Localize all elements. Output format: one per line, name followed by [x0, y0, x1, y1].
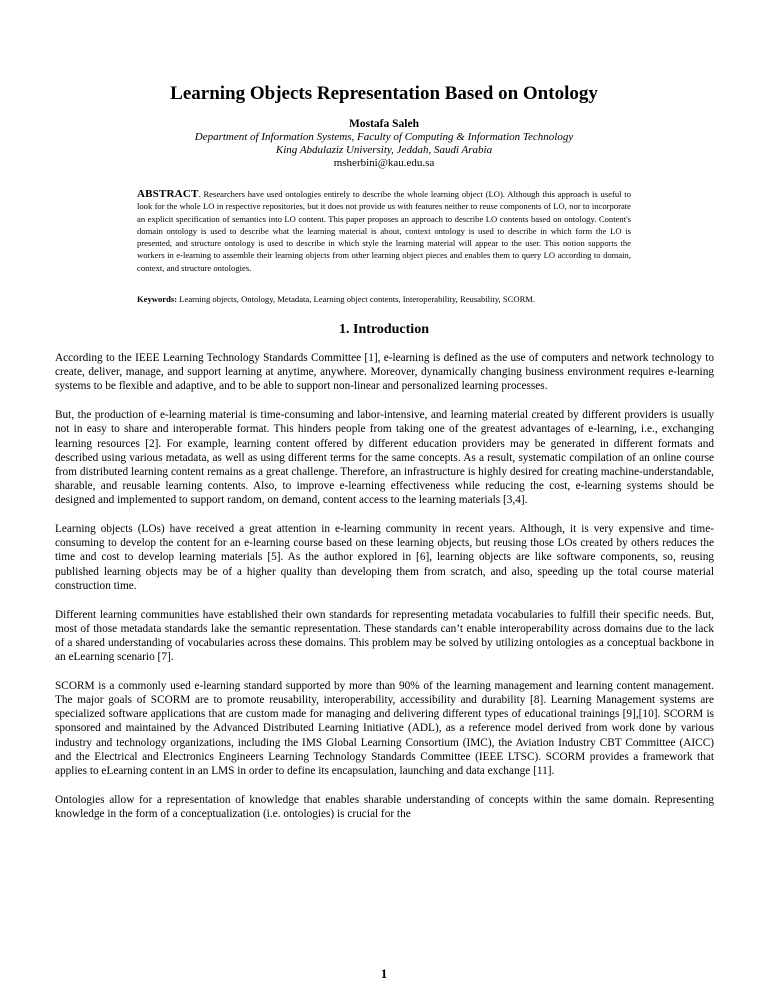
keywords: [137, 293, 631, 305]
section-title: 1. Introduction: [339, 322, 429, 337]
author-email: msherbini@kau.edu.sa: [333, 157, 435, 169]
introduction-body: [55, 351, 714, 836]
abstract-text: . Researchers have used ontologies entirely to describe the whole learning object (LO). Although this approach is useful to look for the whole LO in respective repositories, but it does not provide us with features neither to reuse components of LO, nor to incorporate an explicit specification of semantics into LO content. This paper proposes an approach to describe LO contents based on ontology. Content's domain ontology is used to describe what the learning material is about, context ontology is used to describe in which form the LO is presented, and structure ontology is used to describe in which style the learning material will appear to the user. This notion supports the workers in e-learning to assemble their learning objects from other learning object pieces and enables them to query LO according to domain, context, and structure ontologies.: [137, 189, 631, 273]
paper-title: Learning Objects Representation Based on Ontology: [170, 83, 598, 104]
paragraph: According to the IEEE Learning Technology Standards Committee [1], e-learning is defined as the use of computers and network technology to create, deliver, manage, and support learning at anytime, anywhere. Moreover, dynamically changing business environment requires e-learning systems to be flexible and adaptive, and to be able to support non-linear and personalized learning processes.: [55, 352, 714, 393]
author-affiliation: [0, 131, 768, 157]
paragraph: Learning objects (LOs) have received a great attention in e-learning community in recent years. Although, it is very expensive and time-consuming to develop the content for an e-learning course based on these learning objects, but reusing those LOs created by others reduces the time and cost to develop learning materials [5]. As the author explored in [6], learning objects are like software components, so, reusing published learning objects may be of a higher quality than developing them from scratch, and also, speeding up the total course material construction time.: [55, 523, 714, 592]
keywords-label: Keywords:: [137, 294, 178, 304]
page-number: 1: [380, 966, 388, 981]
paragraph: But, the production of e-learning material is time-consuming and labor-intensive, and learning material created by different providers is usually not in easy to share and interoperable format. This hinders people from taking one of the greatest advantages of e-learning, i.e., exchanging learning resources [2]. For example, learning content offered by different education providers may be generated in different formats and described using various metadata, as well as using different terms for the same concepts. As a result, systematic compilation of an online course from distributed learning content remains as a great challenge. Therefore, an infrastructure is highly desired for creating machine-understandable, sharable, and reusable learning contents. Also, to improve e-learning effectiveness while reducing the cost, e-learning systems should be designed and implemented to support random, on demand, content access to the learning materials [3,4].: [55, 409, 714, 507]
author-name: Mostafa Saleh: [349, 118, 419, 130]
paragraph: Different learning communities have established their own standards for representing metadata vocabularies to fulfill their specific needs. But, most of those metadata standards lake the semantic representation. These standards can’t enable interoperability across domains due to the lack of a shared understanding of vocabularies across these domains. This problem may be solved by utilizing ontologies as a conceptual backbone in an eLearning scenario [7].: [55, 608, 714, 664]
abstract: [137, 188, 631, 274]
paragraph: SCORM is a commonly used e-learning standard supported by more than 90% of the learning management and learning content management. The major goals of SCORM are to promote reusability, interoperability, accessibility and durability [8]. Learning Management systems are specialized software applications that are custom made for managing and delivering different types of educational trainings [9],[10]. SCORM is sponsored and maintained by the Advanced Distributed Learning Initiative (ADL), as a reference model derived from work done by various industry and technology organizations, including the IMS Global Learning Consortium (IMC), the Aviation Industry CBT Committee (AICC) and the Electrical and Electronics Engineers Learning Technology Standards Committee (IEEE LTSC). SCORM provides a framework that applies to eLearning content in an LMS in order to define its encapsulation, launching and data exchange [11].: [55, 679, 714, 778]
keywords-text: Learning objects, Ontology, Metadata, Learning object contents, Interoperability, Reusability, SCORM.: [177, 294, 536, 304]
abstract-label: ABSTRACT: [137, 188, 199, 200]
affiliation-line-1: Department of Information Systems, Faculty of Computing & Information Technology: [194, 131, 574, 143]
affiliation-line-2: King Abdulaziz University, Jeddah, Saudi Arabia: [275, 144, 493, 156]
paragraph: Ontologies allow for a representation of knowledge that enables sharable understanding of concepts within the same domain. Representing knowledge in the form of a conceptualization (i.e. ontologies) is crucial for the: [55, 793, 714, 820]
